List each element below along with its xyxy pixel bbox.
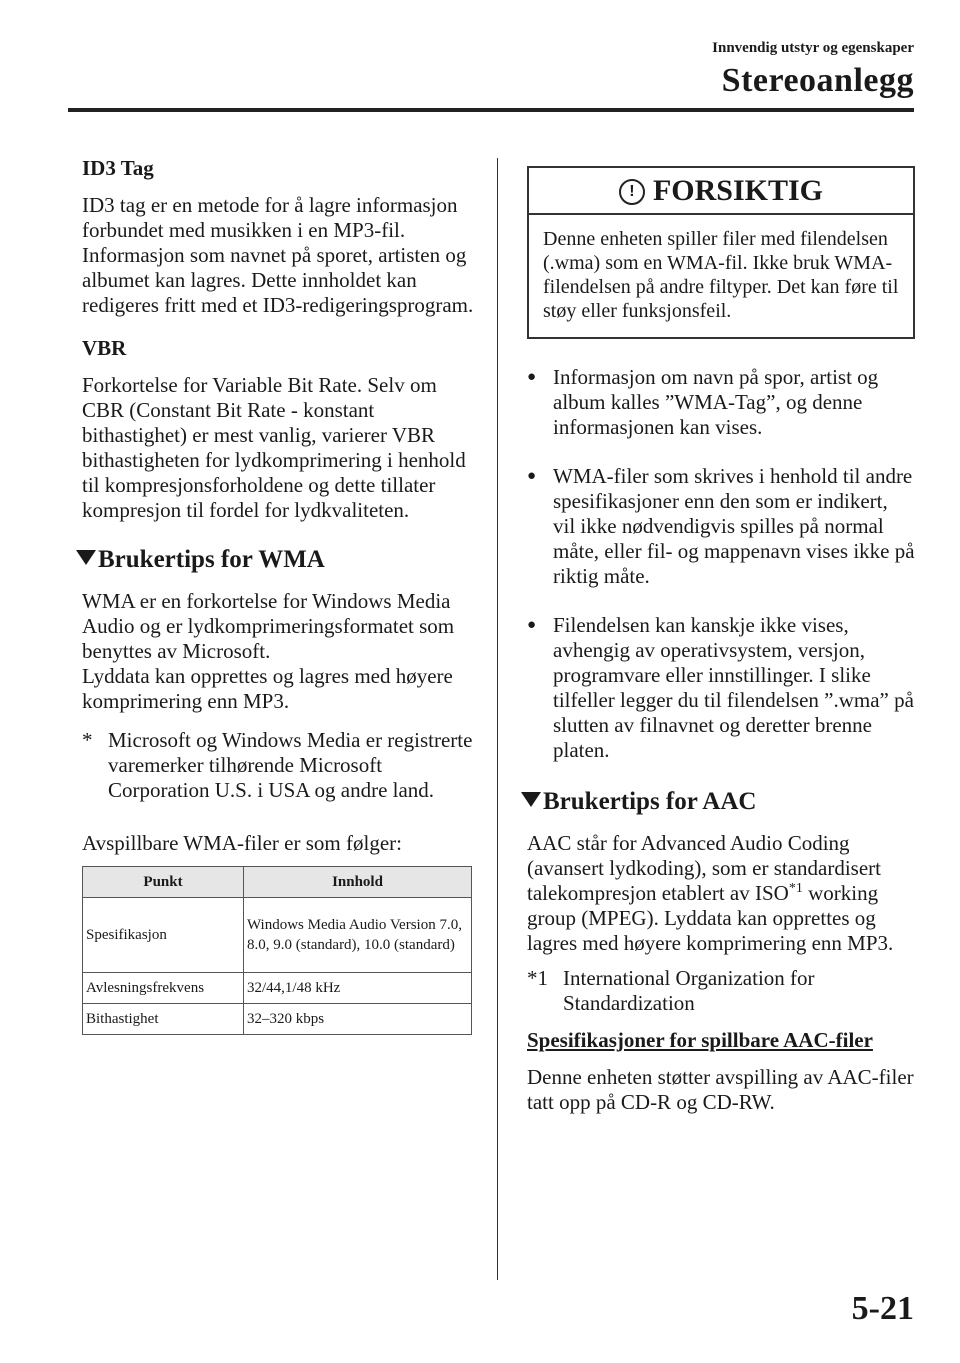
triangle-marker-icon [76, 550, 96, 565]
iso-footnote [527, 966, 915, 1016]
footnote-reference: *1 [788, 881, 803, 896]
table-header-content: Innhold [244, 867, 472, 898]
caution-title: FORSIKTIG [652, 174, 824, 207]
aac-section-heading [521, 787, 915, 817]
table-cell-content: Windows Media Audio Version 7.0, 8.0, 9.0 (standard), 10.0 (standard) [244, 898, 472, 973]
wma-spec-table [82, 866, 472, 1035]
left-column [82, 156, 474, 1035]
page-title: Stereoanlegg [721, 62, 914, 99]
note-text: Microsoft og Windows Media er registrerte varemerker tilhørende Microsoft Corporation U.S. i USA og andre land. [108, 728, 473, 802]
caution-box [527, 166, 915, 339]
header-rule [68, 108, 914, 112]
page-number: 5-21 [851, 1290, 914, 1327]
table-row [83, 973, 472, 1004]
table-cell-item: Spesifikasjon [83, 898, 244, 973]
list-item-text: WMA-filer som skrives i henhold til andre spesifikasjoner enn den som er indikert, vil ikke nødvendigvis spilles på normal måte, eller fil- og mappenavn vises ikke på riktig måte. [553, 464, 915, 588]
table-cell-content: 32/44,1/48 kHz [244, 973, 472, 1004]
wma-section-heading [76, 545, 474, 575]
table-header-row [83, 867, 472, 898]
aac-text-part-1: AAC står for Advanced Audio Coding (avansert lydkoding), som er standardisert talekompresjon etablert av ISO [527, 831, 881, 905]
id3-paragraph: ID3 tag er en metode for å lagre informasjon forbundet med musikken i en MP3-fil. Informasjon som navnet på sporet, artisten og albumet kan lagres. Dette innholdet kan redigeres fritt med et ID3-redigeringsprogram. [82, 193, 474, 317]
warning-icon: ! [619, 179, 645, 205]
column-divider [497, 158, 498, 1280]
vbr-paragraph: Forkortelse for Variable Bit Rate. Selv om CBR (Constant Bit Rate - konstant bithastighet) er mest vanlig, varierer VBR bithastigheten for lydkomprimering i henhold til kompresjonsforholdene og dette tillater kompresjon til fordel for lydkvaliteten. [82, 373, 466, 522]
list-item [527, 365, 915, 440]
aac-heading-text: Brukertips for AAC [543, 788, 757, 815]
footnote-text: International Organization for Standardization [563, 966, 815, 1015]
list-item [527, 613, 915, 763]
table-row [83, 898, 472, 973]
wma-heading-text: Brukertips for WMA [98, 546, 325, 573]
caution-header [529, 168, 913, 215]
bullet-icon: ● [527, 617, 537, 633]
aac-spec-heading: Spesifikasjoner for spillbare AAC-filer [527, 1028, 873, 1052]
list-item [527, 464, 915, 589]
table-row [83, 1004, 472, 1035]
triangle-marker-icon [521, 792, 541, 807]
wma-paragraph-1: WMA er en forkortelse for Windows Media Audio og er lydkomprimeringsformatet som benyttes av Microsoft. [82, 589, 455, 663]
footnote-mark: *1 [527, 966, 548, 990]
aac-paragraph [527, 831, 915, 956]
trademark-note [82, 728, 474, 803]
aac-text-part-2: working group (MPEG). Lyddata kan opprettes og lagres med høyere komprimering enn MP3. [527, 881, 894, 955]
table-cell-content: 32–320 kbps [244, 1004, 472, 1035]
table-cell-item: Bithastighet [83, 1004, 244, 1035]
note-asterisk: * [82, 728, 93, 752]
aac-spec-paragraph: Denne enheten støtter avspilling av AAC-filer tatt opp på CD-R og CD-RW. [527, 1065, 914, 1114]
list-item-text: Informasjon om navn på spor, artist og album kalles ”WMA-Tag”, og denne informasjonen kan vises. [553, 365, 879, 439]
list-item-text: Filendelsen kan kanskje ikke vises, avhengig av operativsystem, versjon, programvare eller innstillinger. I slike tilfeller legger du til filendelsen ”.wma” på slutten av filnavnet og deretter brenne platen. [553, 613, 914, 762]
vbr-heading: VBR [82, 336, 127, 360]
table-intro: Avspillbare WMA-filer er som følger: [82, 831, 402, 855]
bullet-icon: ● [527, 468, 537, 484]
chapter-subtitle: Innvendig utstyr og egenskaper [712, 40, 914, 56]
wma-paragraph-2: Lyddata kan opprettes og lagres med høyere komprimering enn MP3. [82, 664, 453, 713]
table-cell-item: Avlesningsfrekvens [83, 973, 244, 1004]
table-header-item: Punkt [83, 867, 244, 898]
bullet-icon: ● [527, 369, 537, 385]
id3-heading: ID3 Tag [82, 156, 154, 180]
caution-text: Denne enheten spiller filer med filendelsen (.wma) som en WMA-fil. Ikke bruk WMA-filendelsen på andre filtyper. Det kan føre til støy eller funksjonsfeil. [543, 228, 899, 322]
right-column [527, 166, 915, 1125]
